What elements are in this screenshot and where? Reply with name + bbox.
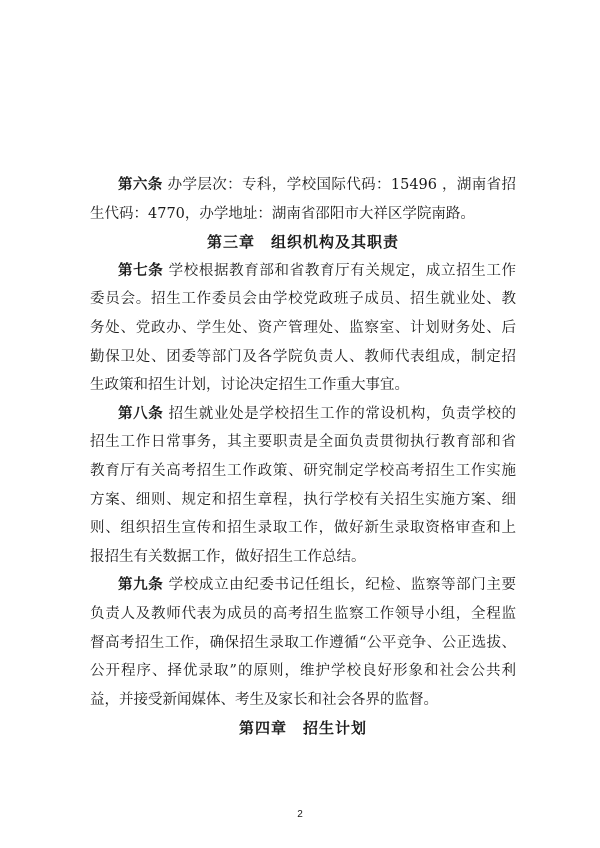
document-page	[90, 171, 516, 743]
article-7-line: 勤保卫处、团委等部门及各学院负责人、教师代表组成，制定招	[90, 348, 516, 365]
article-8-line	[90, 400, 516, 429]
page-number: 2	[297, 809, 303, 820]
article-6-line: 生代码：4770，办学地址：湖南省邵阳市大祥区学院南路。	[90, 205, 475, 222]
text: 办学层次：专科，学校国际代码：15496 ，湖南省招	[162, 177, 517, 193]
article-9-line: 公开程序、择优录取”的原则，维护学校良好形象和社会公共利	[90, 663, 516, 680]
article-7-line: 务处、党政办、学生处、资产管理处、监察室、计划财务处、后	[90, 319, 516, 336]
chapter-3-heading: 第三章 组织机构及其职责	[206, 233, 399, 252]
article-9-line: 益，并接受新闻媒体、考生及家长和社会各界的监督。	[90, 691, 438, 708]
text: 学校根据教育部和省教育厅有关规定，成立招生工作	[163, 262, 517, 279]
article-9-line	[90, 571, 516, 600]
article-8-line: 招生工作日常事务，其主要职责是全面负责贯彻执行教育部和省	[90, 434, 516, 451]
chapter-4-heading: 第四章 招生计划	[238, 719, 367, 738]
article-8-line: 教育厅有关高考招生工作政策、研究制定学校高考招生工作实施	[90, 462, 516, 479]
article-label: 第八条	[118, 405, 164, 422]
article-label: 第六条	[118, 177, 163, 193]
article-8-line: 则、组织招生宣传和招生录取工作，做好新生录取资格审查和上	[90, 520, 516, 537]
text: 学校成立由纪委书记任组长，纪检、监察等部门主要	[163, 577, 517, 594]
article-7-line	[90, 257, 516, 286]
article-9-line: 负责人及教师代表为成员的高考招生监察工作领导小组，全程监	[90, 605, 516, 622]
text: 招生就业处是学校招生工作的常设机构，负责学校的	[163, 405, 517, 422]
article-7-line: 生政策和招生计划，讨论决定招生工作重大事宜。	[90, 377, 409, 394]
article-8-line: 方案、细则、规定和招生章程，执行学校有关招生实施方案、细	[90, 491, 516, 508]
article-8-line: 报招生有关数据工作，做好招生工作总结。	[90, 548, 366, 565]
article-label: 第九条	[118, 577, 164, 594]
article-7-line: 委员会。招生工作委员会由学校党政班子成员、招生就业处、教	[90, 291, 516, 308]
article-label: 第七条	[118, 262, 164, 279]
article-6-line	[90, 171, 516, 200]
article-9-line: 督高考招生工作，确保招生录取工作遵循“公平竞争、公正选拔、	[90, 634, 516, 651]
